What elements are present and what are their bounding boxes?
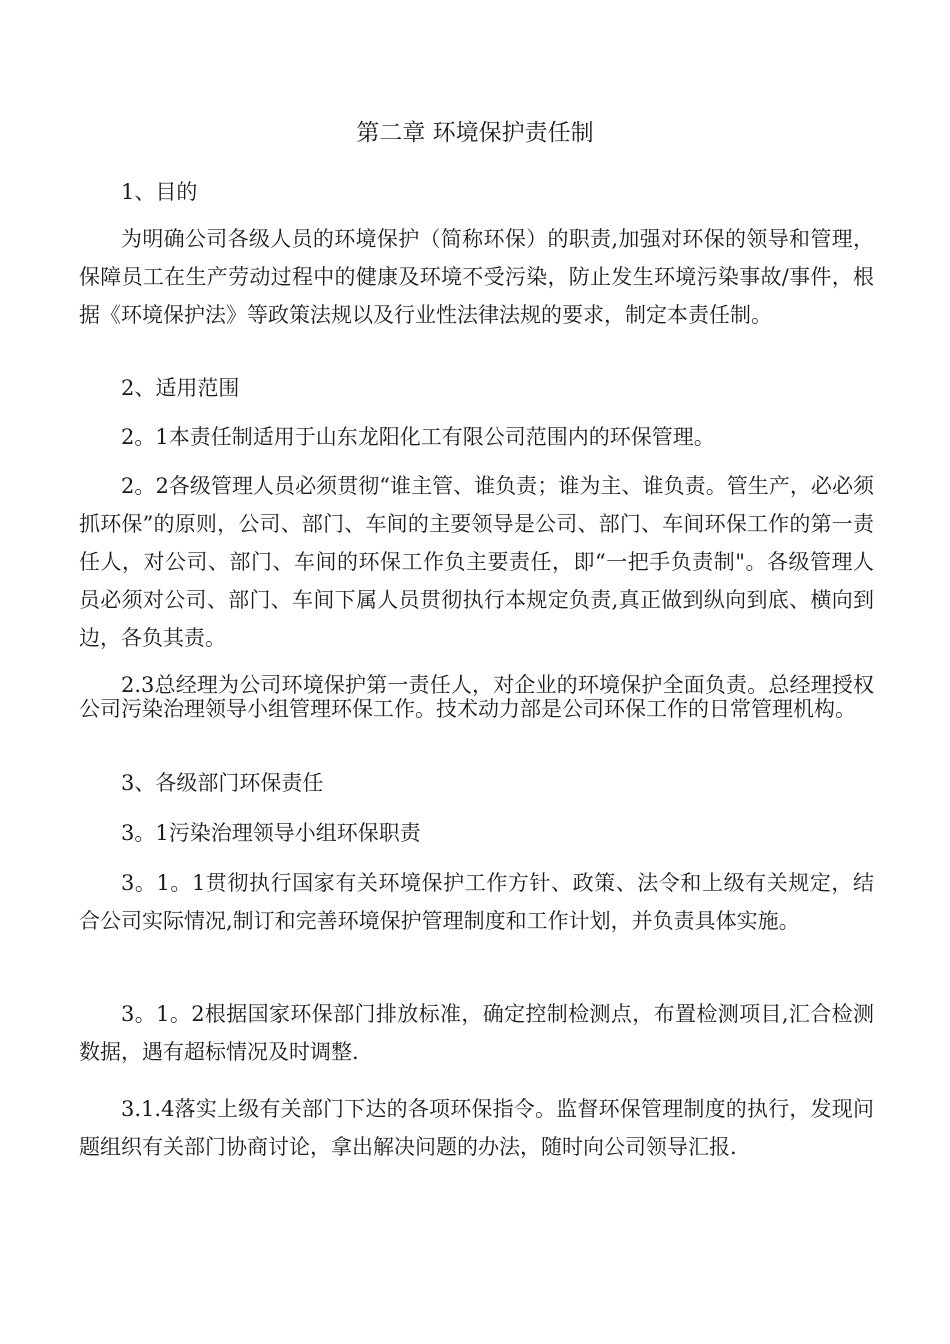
purpose-paragraph: 为明确公司各级人员的环境保护（简称环保）的职责,加强对环保的领导和管理，保障员工在生产劳动过程中的健康及环境不受污染，防止发生环境污染事故/事件，根据《环境保护法》等政策法规以及行业性法律法规的要求，制定本责任制。 — [79, 227, 874, 327]
clause-3-1-2: 3。1。2根据国家环保部门排放标准，确定控制检测点，布置检测项目,汇合检测数据，遇有超标情况及时调整. — [79, 1002, 874, 1064]
chapter-title: 第二章 环境保护责任制 — [356, 120, 594, 146]
clause-3-1-4: 3.1.4落实上级有关部门下达的各项环保指令。监督环保管理制度的执行，发现问题组织有关部门协商讨论，拿出解决问题的办法，随时向公司领导汇报. — [79, 1097, 874, 1159]
clause-2-3: 2.3总经理为公司环境保护第一责任人，对企业的环境保护全面负责。总经理授权公司污染治理领导小组管理环保工作。技术动力部是公司环保工作的日常管理机构。 — [79, 673, 874, 721]
section-heading-purpose: 1、目的 — [121, 180, 198, 204]
section-heading-scope: 2、适用范围 — [121, 376, 240, 400]
clause-3-1: 3。1污染治理领导小组环保职责 — [121, 821, 421, 845]
clause-3-1-1: 3。1。1贯彻执行国家有关环境保护工作方针、政策、法令和上级有关规定，结合公司实际情况,制订和完善环境保护管理制度和工作计划，并负责具体实施。 — [79, 871, 874, 933]
clause-2-2: 2。2各级管理人员必须贯彻“谁主管、谁负责；谁为主、谁负责。管生产，必必须抓环保”的原则，公司、部门、车间的主要领导是公司、部门、车间环保工作的第一责任人，对公司、部门、车间的环保工作负主要责任，即“一把手负责制"。各级管理人员必须对公司、部门、车间下属人员贯彻执行本规定负责,真正做到纵向到底、横向到边，各负其责。 — [79, 474, 874, 650]
section-heading-responsibilities: 3、各级部门环保责任 — [121, 771, 324, 795]
clause-2-1: 2。1本责任制适用于山东龙阳化工有限公司范围内的环保管理。 — [121, 425, 715, 449]
